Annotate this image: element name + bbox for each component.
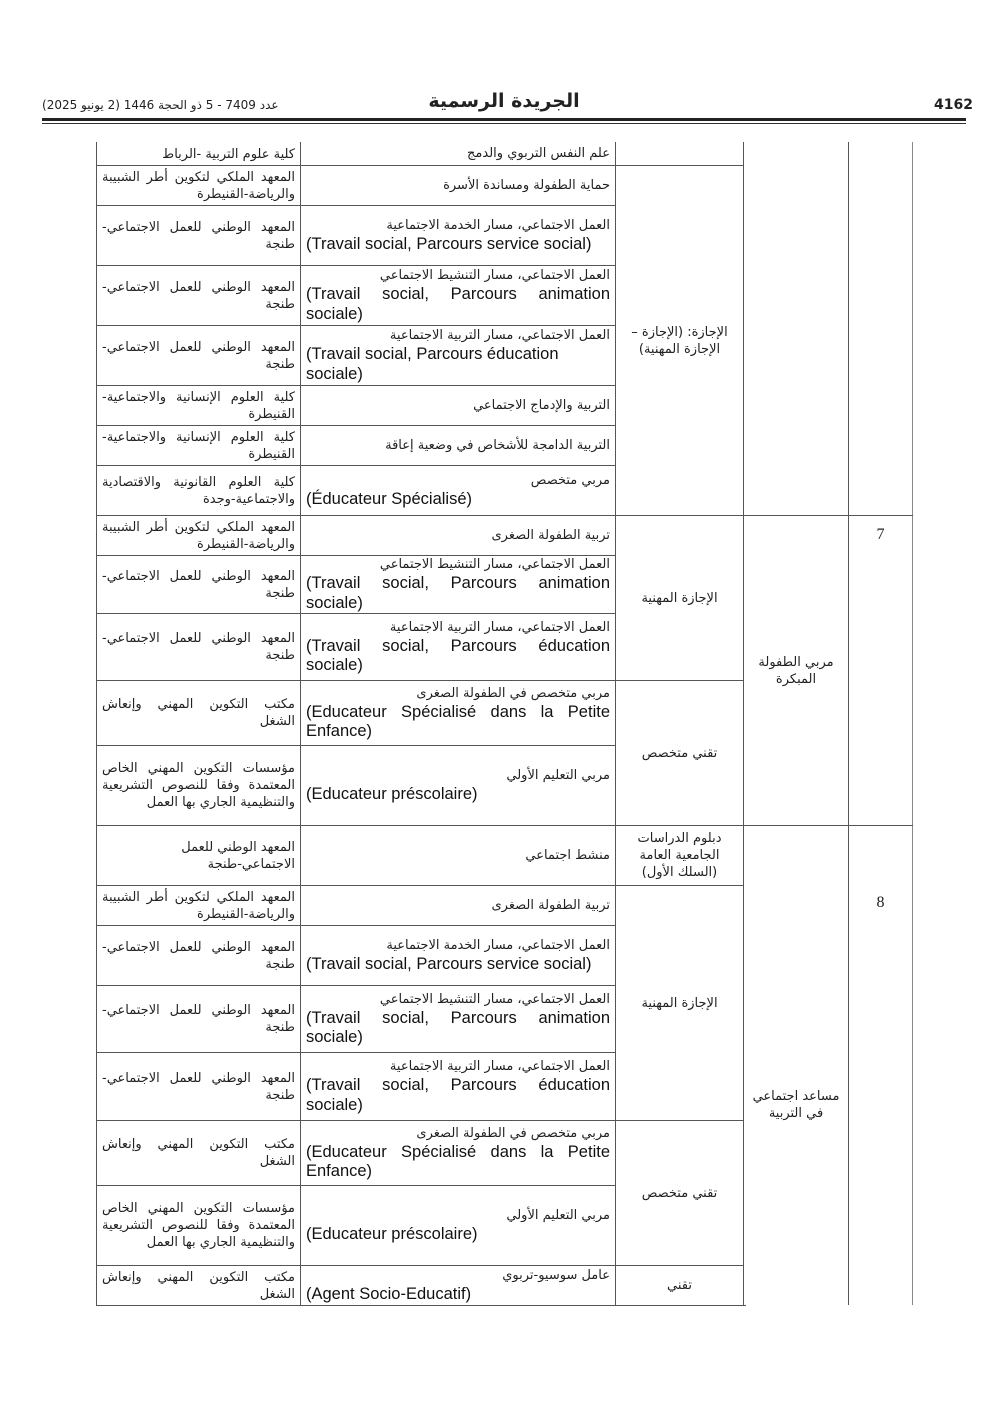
institution-cell: المعهد الوطني للعمل الاجتماعي-طنجة xyxy=(181,839,295,872)
institution-cell: مؤسسات التكوين المهني الخاص المعتمدة وفقا للنصوص التشريعية والتنظيمية الجاري بها العمل xyxy=(102,761,295,810)
specialty-cell: مربي متخصص في الطفولة الصغرى (Educateur Spécialisé dans la Petite Enfance) xyxy=(306,685,610,740)
institution-cell: المعهد الملكي لتكوين أطر الشبيبة والرياضة-القنيطرة xyxy=(102,889,295,922)
row-number: 8 xyxy=(876,894,885,911)
institution-cell: المعهد الملكي لتكوين أطر الشبيبة والرياضة-القنيطرة xyxy=(102,519,295,552)
institution-cell: مكتب التكوين المهني وإنعاش الشغل xyxy=(102,697,295,729)
page-number: 4162 xyxy=(934,97,973,113)
institution-cell: المعهد الوطني للعمل الاجتماعي-طنجة xyxy=(102,1003,295,1035)
specialty-cell: حماية الطفولة ومساندة الأسرة xyxy=(443,177,610,193)
institution-cell: مؤسسات التكوين المهني الخاص المعتمدة وفقا للنصوص التشريعية والتنظيمية الجاري بها العمل xyxy=(102,1201,295,1250)
institution-cell: المعهد الوطني للعمل الاجتماعي-طنجة xyxy=(102,939,295,972)
header-rule-thin xyxy=(42,123,966,124)
specialty-cell: تربية الطفولة الصغرى xyxy=(491,527,610,543)
specialty-cell: العمل الاجتماعي، مسار التربية الاجتماعية (Travail social, Parcours éducation sociale) xyxy=(306,328,610,383)
institution-cell: المعهد الوطني للعمل الاجتماعي-طنجة xyxy=(102,568,295,601)
institution-cell: المعهد الوطني للعمل الاجتماعي-طنجة xyxy=(102,1070,295,1103)
diploma-cell: تقني xyxy=(667,1278,692,1293)
issue-info: عدد 7409 - 5 ذو الحجة 1446 (2 يونيو 2025) xyxy=(42,98,279,112)
specialty-cell: العمل الاجتماعي، مسار الخدمة الاجتماعية (Travail social, Parcours service social) xyxy=(306,217,610,253)
institution-cell: كلية علوم التربية -الرباط xyxy=(162,146,295,162)
row-number: 7 xyxy=(876,526,885,543)
grade-cell: مساعد اجتماعي في التربية xyxy=(752,1088,840,1121)
diploma-cell: الإجازة: (الإجازة – الإجازة المهنية) xyxy=(631,324,728,357)
institution-cell: المعهد الوطني للعمل الاجتماعي-طنجة xyxy=(102,339,295,372)
institution-cell: كلية العلوم القانونية والاقتصادية والاجتماعية-وجدة xyxy=(102,474,295,507)
specialty-cell: التربية الدامجة للأشخاص في وضعية إعاقة xyxy=(385,437,610,453)
specialty-cell: التربية والإدماج الاجتماعي xyxy=(473,397,610,413)
specialty-cell: منشط اجتماعي xyxy=(525,847,610,863)
diploma-cell xyxy=(616,143,743,165)
diploma-cell: الإجازة المهنية xyxy=(641,995,718,1011)
specialty-cell: مربي متخصص في الطفولة الصغرى (Educateur Spécialisé dans la Petite Enfance) xyxy=(306,1125,610,1180)
institution-cell: المعهد الملكي لتكوين أطر الشبيبة والرياضة-القنيطرة xyxy=(102,169,295,202)
institution-cell: المعهد الوطني للعمل الاجتماعي-طنجة xyxy=(102,631,295,663)
specialty-cell: مربي متخصص (Éducateur Spécialisé) xyxy=(306,472,610,508)
specialty-cell: العمل الاجتماعي، مسار التنشيط الاجتماعي (Travail social, Parcours animation sociale) xyxy=(306,268,610,323)
institution-cell: المعهد الوطني للعمل الاجتماعي-طنجة xyxy=(102,279,295,312)
institution-cell: كلية العلوم الإنسانية والاجتماعية-القنيطرة xyxy=(102,389,295,422)
institution-cell: المعهد الوطني للعمل الاجتماعي-طنجة xyxy=(102,219,295,252)
specialty-cell: العمل الاجتماعي، مسار الخدمة الاجتماعية (Travail social, Parcours service social) xyxy=(306,937,610,973)
specialty-cell: تربية الطفولة الصغرى xyxy=(491,897,610,913)
specialty-cell: مربي التعليم الأولي (Educateur préscolaire) xyxy=(306,1207,610,1243)
gazette-title: الجريدة الرسمية xyxy=(428,90,580,112)
institution-cell: مكتب التكوين المهني وإنعاش الشغل xyxy=(102,1269,295,1302)
diploma-cell: الإجازة المهنية xyxy=(641,590,718,606)
specialty-cell: مربي التعليم الأولي (Educateur préscolaire) xyxy=(306,767,610,803)
specialty-cell: العمل الاجتماعي، مسار التربية الاجتماعية (Travail social, Parcours éducation sociale) xyxy=(306,619,610,674)
diploma-cell: دبلوم الدراسات الجامعية العامة (السلك الأول) xyxy=(637,831,722,880)
specialty-cell: العمل الاجتماعي، مسار التنشيط الاجتماعي (Travail social, Parcours animation sociale) xyxy=(306,991,610,1046)
specialty-cell: عامل سوسيو-تربوي (Agent Socio-Educatif) xyxy=(306,1267,610,1303)
grade-cell: مربي الطفولة المبكرة xyxy=(758,654,834,687)
diploma-cell: تقني متخصص xyxy=(641,745,718,761)
institution-cell: مكتب التكوين المهني وإنعاش الشغل xyxy=(102,1137,295,1169)
specialty-cell: علم النفس التربوي والدمج xyxy=(467,146,610,161)
header-rule-thick xyxy=(42,118,966,121)
specialty-cell: العمل الاجتماعي، مسار التربية الاجتماعية (Travail social, Parcours éducation sociale) xyxy=(306,1059,610,1114)
specialty-cell: العمل الاجتماعي، مسار التنشيط الاجتماعي (Travail social, Parcours animation sociale) xyxy=(306,557,610,612)
institution-cell: كلية العلوم الإنسانية والاجتماعية-القنيطرة xyxy=(102,429,295,462)
diploma-cell: تقني متخصص xyxy=(641,1185,718,1201)
